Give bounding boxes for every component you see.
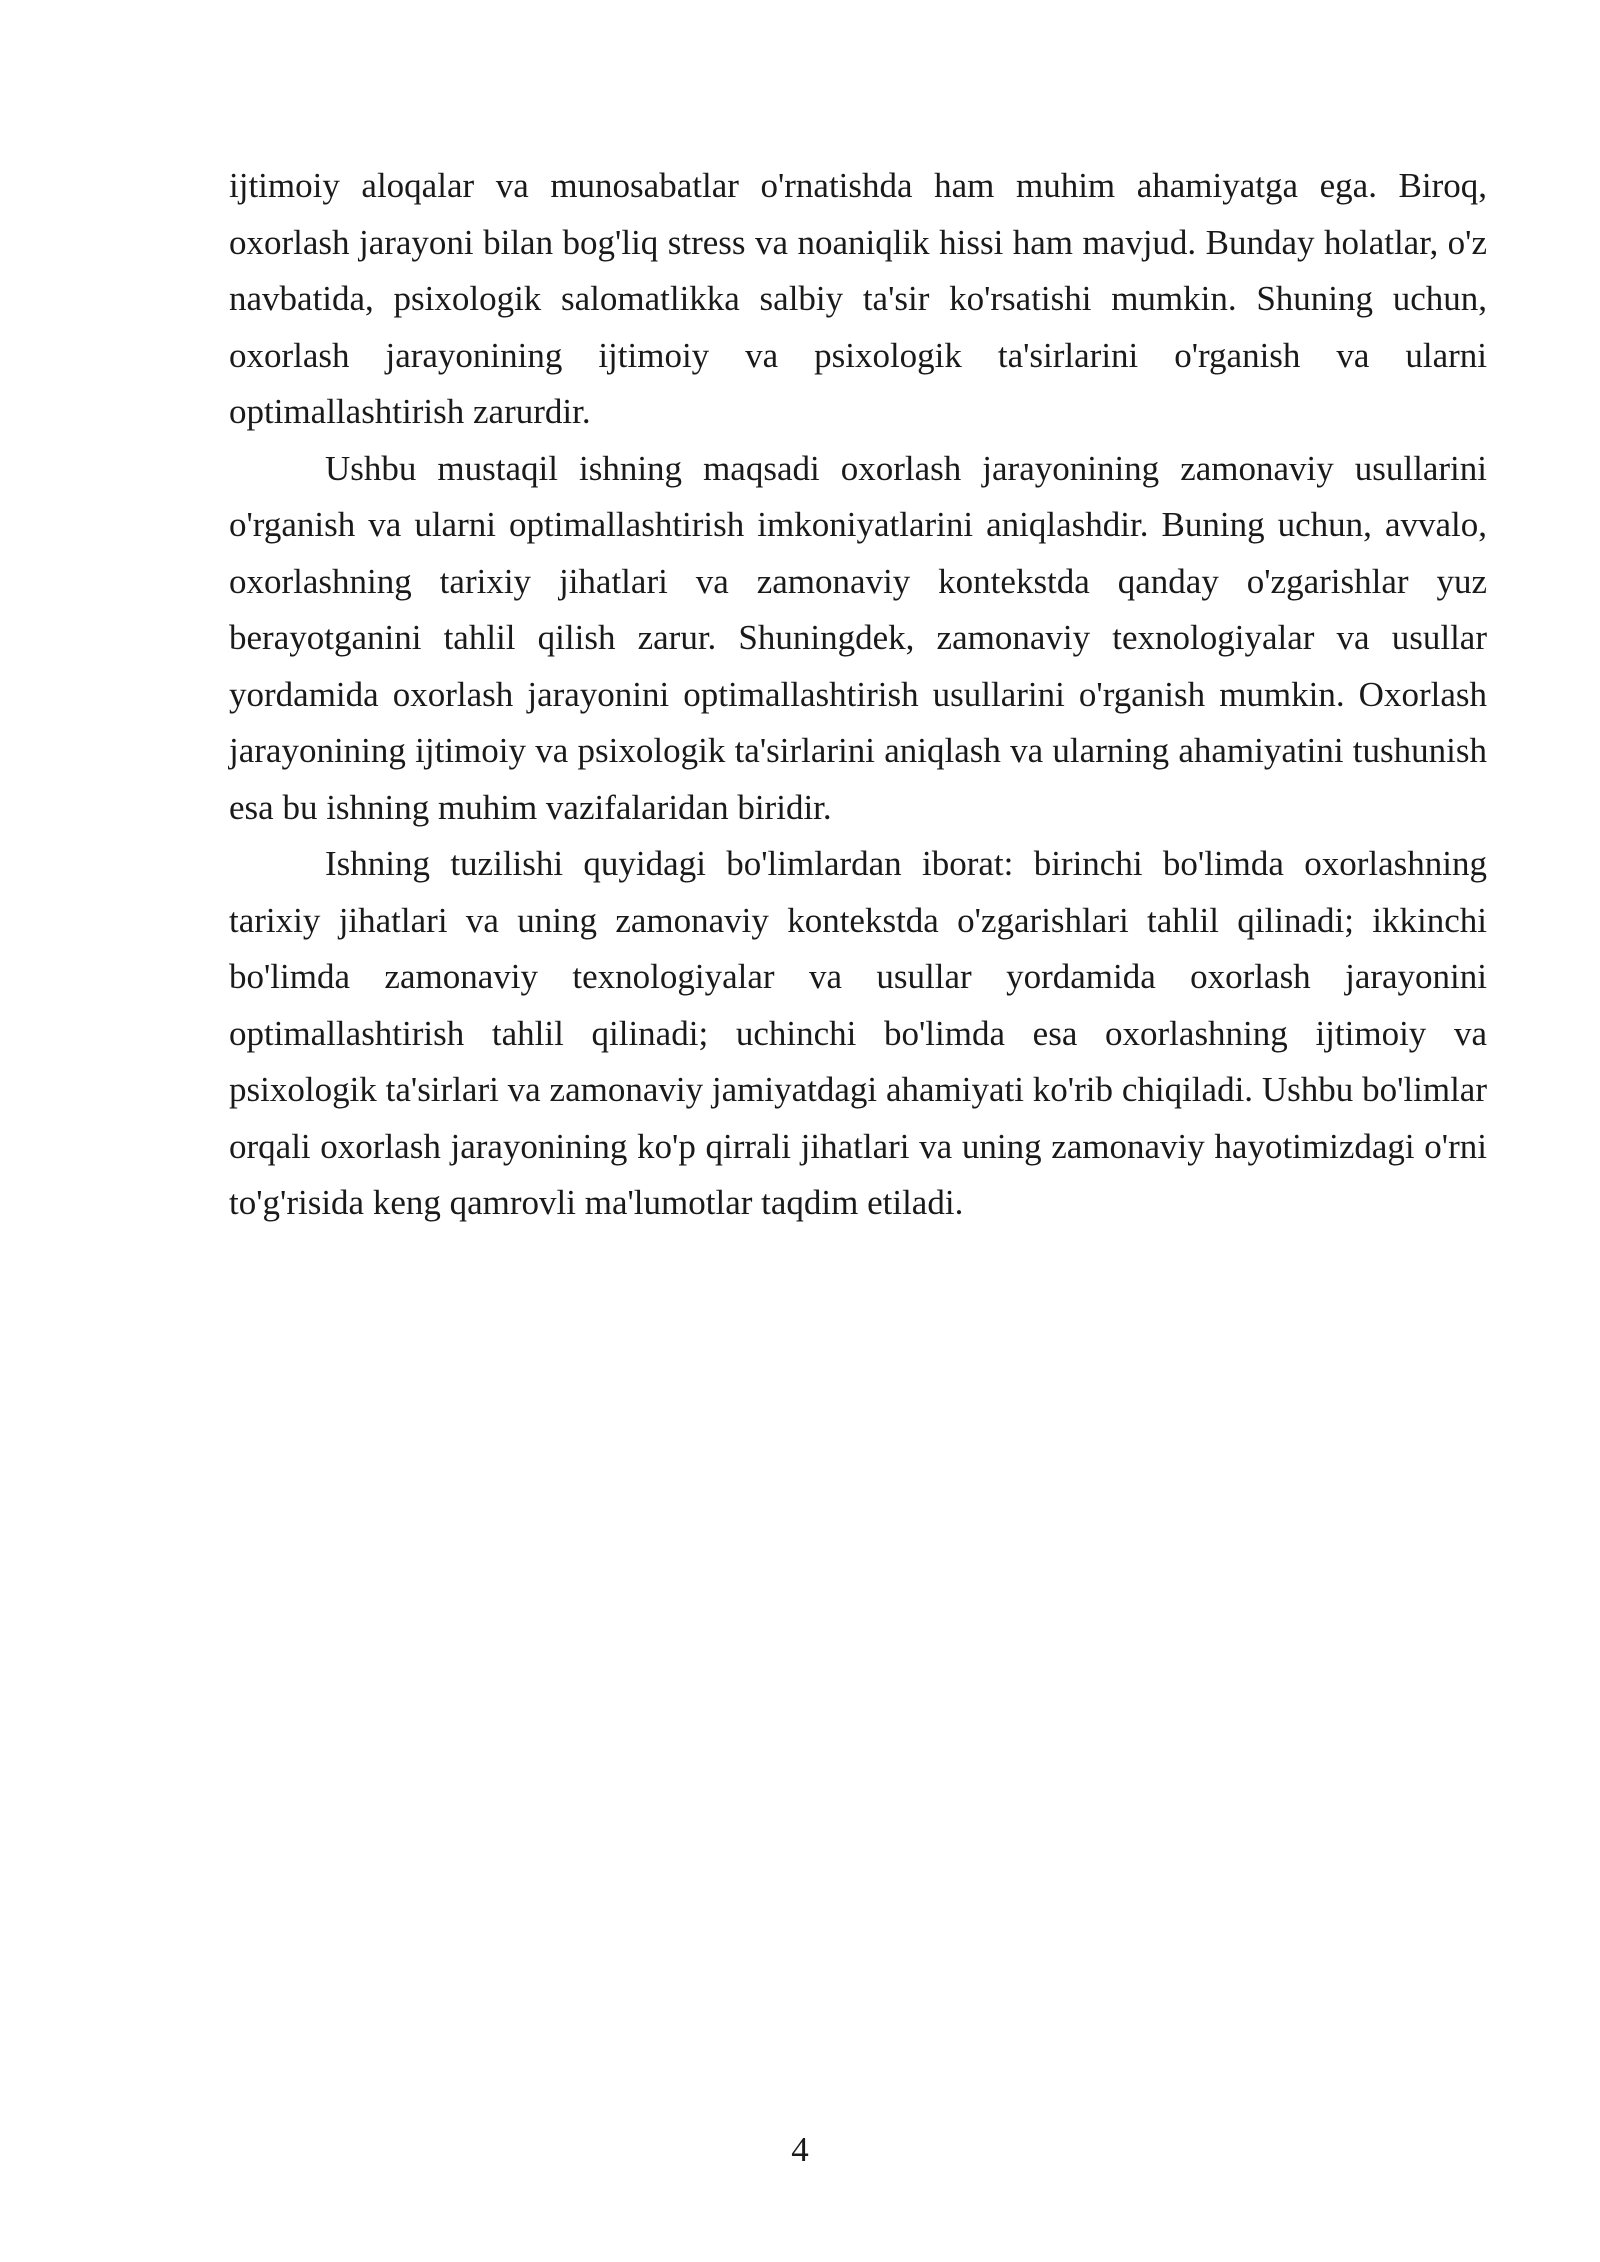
paragraph-continuation: ijtimoiy aloqalar va munosabatlar o'rnatishda ham muhim ahamiyatga ega. Biroq, oxorlash jarayoni bilan bog'liq stress va noaniqlik hissi ham mavjud. Bunday holatlar, o'z navbatida, psixologik salomatlikka salbiy ta'sir ko'rsatishi mumkin. Shuning uchun, oxorlash jarayonining ijtimoiy va psixologik ta'sirlarini o'rganish va ularni optimallashtirish zarurdir. <box>229 166 1487 431</box>
paragraph-structure: Ishning tuzilishi quyidagi bo'limlardan iborat: birinchi bo'limda oxorlashning tarixiy jihatlari va uning zamonaviy kontekstda o'zgarishlari tahlil qilinadi; ikkinchi bo'limda zamonaviy texnologiyalar va usullar yordamida oxorlash jarayonini optimallashtirish tahlil qilinadi; uchinchi bo'limda esa oxorlashning ijtimoiy va psixologik ta'sirlari va zamonaviy jamiyatdagi ahamiyati ko'rib chiqiladi. Ushbu bo'limlar orqali oxorlash jarayonining ko'p qirrali jihatlari va uning zamonaviy hayotimizdagi o'rni to'g'risida keng qamrovli ma'lumotlar taqdim etiladi. <box>229 844 1487 1222</box>
body-text <box>229 158 1487 1232</box>
paragraph-purpose: Ushbu mustaqil ishning maqsadi oxorlash jarayonining zamonaviy usullarini o'rganish va ularni optimallashtirish imkoniyatlarini aniqlashdir. Buning uchun, avvalo, oxorlashning tarixiy jihatlari va zamonaviy kontekstda qanday o'zgarishlar yuz berayotganini tahlil qilish zarur. Shuningdek, zamonaviy texnologiyalar va usullar yordamida oxorlash jarayonini optimallashtirish usullarini o'rganish mumkin. Oxorlash jarayonining ijtimoiy va psixologik ta'sirlarini aniqlash va ularning ahamiyatini tushunish esa bu ishning muhim vazifalaridan biridir. <box>229 448 1487 827</box>
page-number: 4 <box>791 2130 809 2169</box>
